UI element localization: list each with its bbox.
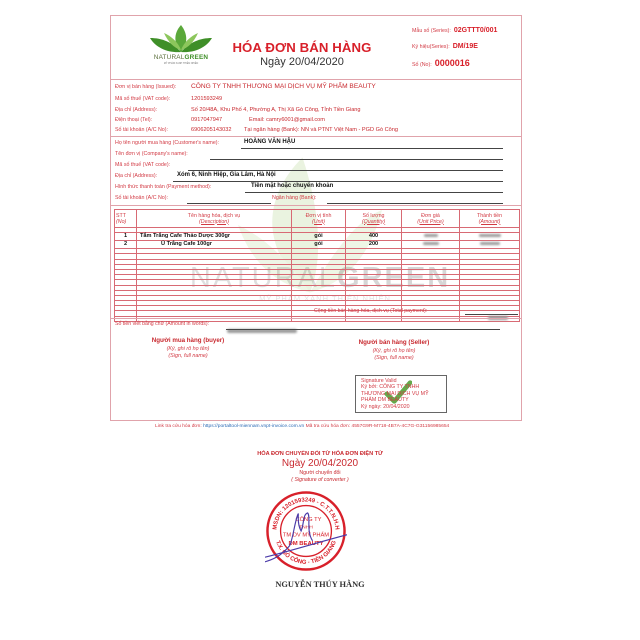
- customer-payment-line: [245, 192, 503, 193]
- header-unit: Đơn vị tính (Unit): [292, 210, 346, 228]
- number-label: Số (No):: [412, 62, 432, 68]
- customer-bank-label: Ngân hàng (Bank):: [272, 195, 317, 201]
- customer-name-row: [115, 139, 296, 146]
- seller-email: Email: camry6001@gmail.com: [249, 117, 325, 123]
- customer-name-line: [241, 148, 503, 149]
- customer-address-row: [115, 172, 276, 179]
- buyer-signature-sub2: (Sign, full name): [168, 353, 208, 359]
- redacted-value: [480, 242, 500, 245]
- customer-address-line: [173, 181, 503, 182]
- divider: [110, 79, 522, 80]
- series-row: [412, 27, 497, 34]
- logo-wordmark: NATURALGREEN: [153, 54, 209, 61]
- sig-line-1: Signature Valid: [361, 378, 397, 384]
- customer-account-row: [115, 195, 317, 201]
- customer-vat-row: [115, 162, 170, 168]
- symbol-value: DM/19E: [452, 43, 478, 50]
- svg-text:T.X. GÒ CÔNG - TIỀN GIANG: T.X. GÒ CÔNG - TIỀN GIANG: [274, 539, 338, 566]
- row-description: Ủ Trắng Cafe 100gr: [137, 241, 292, 249]
- table-row: [115, 233, 520, 241]
- seller-vat-value: 1201593249: [191, 96, 223, 102]
- symbol-row: [412, 43, 478, 50]
- seller-address-value: Số 20/48A, Khu Phố 4, Phường A, Thị Xã Gò Công, Tỉnh Tiền Giang: [191, 107, 361, 113]
- header-amount: Thành tiền (Amount): [460, 210, 520, 228]
- symbol-label: Ký hiệu(Series):: [412, 44, 450, 50]
- customer-name-value: HOÀNG VĂN HẬU: [244, 139, 296, 145]
- series-value: 02GTTT0/001: [453, 27, 498, 34]
- row-unit: gói: [292, 241, 346, 249]
- amount-words-line: [226, 329, 500, 330]
- header-no: STT (No): [115, 210, 137, 228]
- customer-address-label: Địa chỉ (Address):: [115, 173, 158, 179]
- seller-account-value: 6906205143032: [191, 127, 232, 133]
- lookup-line: [155, 424, 449, 429]
- watermark-brand: NATURALGREEN: [189, 262, 451, 294]
- sig-line-5: Ký ngày: 20/04/2020: [361, 403, 410, 410]
- invoice-date: Ngày 20/04/2020: [260, 56, 344, 68]
- svg-text:DM BEAUTY: DM BEAUTY: [288, 540, 324, 547]
- row-unit-price: [402, 233, 460, 241]
- seller-account-row: [115, 127, 398, 133]
- customer-address-value: Xóm 6, Ninh Hiệp, Gia Lâm, Hà Nội: [177, 172, 276, 178]
- divider: [110, 205, 522, 206]
- customer-company-line: [210, 159, 503, 160]
- lookup-link-label: Link tra cứu hóa đơn:: [155, 424, 202, 429]
- svg-text:MSDN: 1201593249 - C.T.T.N.H.H: MSDN: 1201593249 - C.T.T.N.H.H: [272, 497, 340, 531]
- seller-phone-value: 0917047947: [191, 117, 223, 123]
- row-no: 2: [115, 241, 137, 249]
- customer-payment-label: Hình thức thanh toán (Payment method):: [115, 184, 212, 190]
- invoice-title: HÓA ĐƠN BÁN HÀNG: [232, 40, 372, 55]
- sig-line-2: Ký bởi: CÔNG TY TNHH: [361, 384, 420, 391]
- header-quantity: Số lượng (Quantity): [346, 210, 402, 228]
- divider: [110, 136, 522, 137]
- header-unit-price: Đơn giá (Unit Price): [402, 210, 460, 228]
- divider: [110, 318, 522, 319]
- digital-signature-box: [355, 375, 447, 413]
- number-row: [412, 58, 470, 68]
- amount-words-label: Số tiền viết bằng chữ (Amount in words):: [115, 321, 210, 327]
- buyer-signature-title: Người mua hàng (buyer): [151, 337, 225, 344]
- buyer-signature-sub1: (Ký, ghi rõ họ tên): [166, 346, 210, 352]
- watermark-tagline: MỸ PHẨM XANH THIÊN NHIÊN: [259, 294, 391, 303]
- customer-account-line: [187, 203, 271, 204]
- customer-vat-label: Mã số thuế (VAT code):: [115, 162, 171, 168]
- leaf-logo-icon: [146, 24, 216, 54]
- table-row: [115, 241, 520, 249]
- customer-bank-line: [327, 203, 503, 204]
- conversion-title: HÓA ĐƠN CHUYỂN ĐỔI TỪ HÓA ĐƠN ĐIỆN TỬ: [257, 451, 383, 457]
- lookup-code-value: 4557G9R-M718-4B7A-4C7G-G31156985654: [351, 424, 450, 429]
- seller-phone-label: Điện thoại (Tel):: [115, 117, 153, 123]
- redacted-value: [479, 234, 501, 237]
- row-unit-price: [402, 241, 460, 249]
- converter-label: Người chuyển đổi: [299, 470, 341, 476]
- series-label: Mẫu số (Series):: [412, 28, 451, 34]
- seller-bank: Tại ngân hàng (Bank): NN và PTNT Việt Nam - PGD Gò Công: [244, 127, 398, 133]
- company-logo: [146, 24, 216, 66]
- redacted-value: [423, 242, 439, 245]
- header-description: Tên hàng hóa, dịch vụ (Description): [137, 210, 292, 228]
- seller-signature-sub1: (Ký, ghi rõ họ tên): [372, 348, 416, 354]
- svg-text:CÔNG TY: CÔNG TY: [295, 517, 322, 524]
- seller-signature-sub2: (Sign, full name): [374, 355, 414, 361]
- seller-vat-label: Mã số thuế (VAT code):: [115, 96, 171, 102]
- svg-text:TNHH: TNHH: [299, 525, 313, 531]
- number-value: 0000016: [434, 58, 470, 68]
- customer-company-row: [115, 151, 188, 157]
- row-amount: [460, 241, 520, 249]
- company-stamp-icon: [265, 490, 347, 572]
- converter-label-en: ( Signature of converter ): [291, 477, 349, 483]
- customer-payment-row: [115, 183, 334, 190]
- lookup-link[interactable]: https://portaltool-miennam.vnpt-invoice.com.vn: [203, 424, 305, 429]
- sig-line-4: PHẨM DM BEAUTY: [361, 397, 409, 404]
- row-quantity: 200: [346, 241, 402, 249]
- customer-account-label: Số tài khoản (A/C No):: [115, 195, 168, 201]
- row-no: 1: [115, 233, 137, 241]
- table-header-row: [115, 210, 520, 228]
- seller-phone-row: [115, 117, 325, 123]
- seller-name-row: [115, 83, 376, 90]
- signer-name: NGUYỄN THÚY HẰNG: [275, 580, 365, 589]
- row-description: Tắm Trắng Cafe Thảo Dược 300gr: [137, 233, 292, 241]
- seller-name-value: CÔNG TY TNHH THƯƠNG MẠI DỊCH VỤ MỸ PHẨM BEAUTY: [191, 83, 376, 90]
- seller-vat-row: [115, 96, 223, 102]
- customer-name-label: Họ tên người mua hàng (Customer's name):: [115, 140, 220, 146]
- svg-text:TM DV MỸ PHẨM: TM DV MỸ PHẨM: [282, 532, 330, 539]
- row-amount: [460, 233, 520, 241]
- seller-name-label: Đơn vị bán hàng (Issued):: [115, 84, 177, 90]
- row-quantity: 400: [346, 233, 402, 241]
- logo-tagline: MỸ PHẨM XANH THIÊN NHIÊN: [163, 62, 199, 65]
- sig-line-3: THƯƠNG MẠI DỊCH VỤ MỸ: [361, 390, 429, 397]
- seller-address-label: Địa chỉ (Address):: [115, 107, 158, 113]
- customer-company-label: Tên đơn vị (Company's name):: [115, 151, 188, 157]
- row-unit: gói: [292, 233, 346, 241]
- lookup-code-label: Mã tra cứu hóa đơn:: [305, 424, 351, 429]
- items-table: [114, 209, 520, 322]
- seller-address-row: [115, 107, 361, 113]
- conversion-date: Ngày 20/04/2020: [281, 458, 359, 469]
- customer-payment-value: Tiền mặt hoặc chuyển khoản: [251, 183, 334, 189]
- customer-vat-line: [188, 170, 503, 171]
- seller-signature-title: Người bán hàng (Seller): [358, 339, 430, 346]
- seller-account-label: Số tài khoản (A/C No):: [115, 127, 168, 133]
- total-label: Cộng tiền bán hàng hóa, dịch vụ (Total payment):: [314, 308, 428, 314]
- redacted-value: [424, 234, 438, 237]
